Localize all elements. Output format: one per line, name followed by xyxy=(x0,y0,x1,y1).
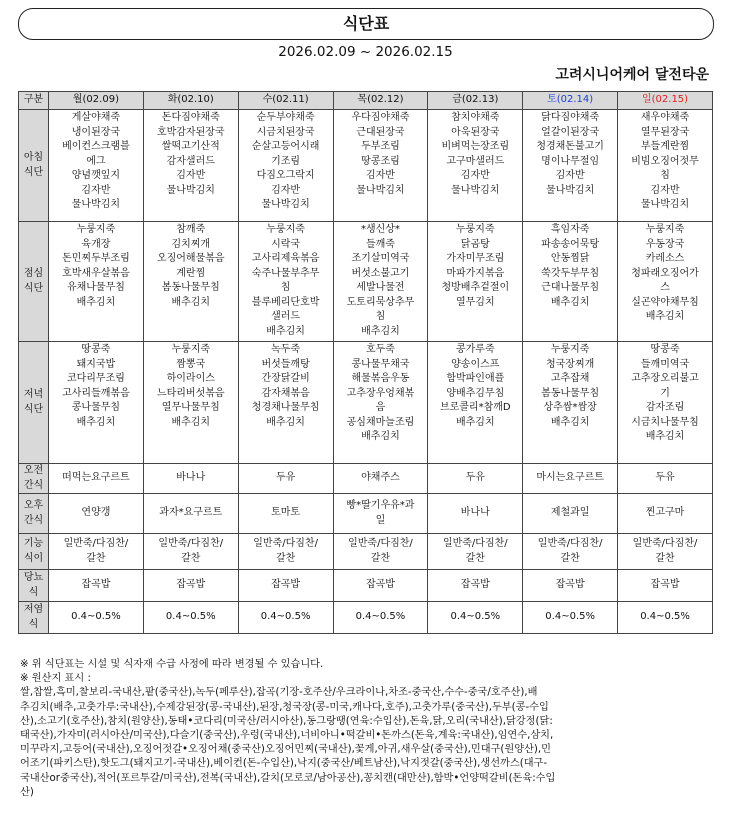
menu-item: 고추잡채 xyxy=(550,373,590,384)
diabetic-diet-row xyxy=(19,570,713,602)
row-header xyxy=(19,110,49,222)
menu-item: 누룽지죽 xyxy=(645,224,685,235)
menu-item: 스 xyxy=(660,282,670,293)
menu-item: 짬뽕국 xyxy=(176,358,206,370)
menu-item: 버섯소불고기 xyxy=(351,267,410,279)
row-header xyxy=(19,342,49,464)
menu-cell xyxy=(428,602,523,634)
menu-cell xyxy=(238,602,333,634)
row-header-line: 오전 xyxy=(23,465,44,476)
menu-item: 샐러드 xyxy=(271,311,301,322)
day-header: 수(02.11) xyxy=(238,92,333,110)
origin-title: ※ 원산지 표시 : xyxy=(20,673,91,685)
menu-item: 물나박김치 xyxy=(451,184,500,196)
menu-cell xyxy=(333,222,428,342)
menu-item: 잡곡밥 xyxy=(176,579,206,591)
menu-cell xyxy=(618,494,713,534)
menu-header-row xyxy=(19,92,713,110)
change-notice: ※ 위 식단표는 시설 및 식자재 수급 사정에 따라 변경될 수 있습니다. xyxy=(20,659,324,670)
menu-cell xyxy=(143,570,238,602)
menu-item: 일반죽/다짐찬/ xyxy=(442,538,508,549)
menu-item: 침 xyxy=(660,170,670,181)
menu-item: 열무된장국 xyxy=(640,126,690,138)
menu-period: 2026.02.09 ~ 2026.02.15 xyxy=(278,44,453,60)
menu-item: 일반죽/다짐찬/ xyxy=(63,538,129,549)
menu-item: 계란찜 xyxy=(176,267,206,279)
menu-cell xyxy=(49,342,144,464)
menu-item: 근대나물무침 xyxy=(541,282,600,293)
day-header: 월(02.09) xyxy=(49,92,144,110)
menu-item: 양념깻잎지 xyxy=(71,170,121,181)
menu-item: 고추장오리불고 xyxy=(631,373,699,384)
menu-item: 갈찬 xyxy=(465,552,485,564)
menu-item: 냉이된장국 xyxy=(71,126,121,138)
menu-item: 상추쌈*쌈장 xyxy=(543,402,597,413)
menu-cell xyxy=(428,110,523,222)
menu-item: 카레소스 xyxy=(645,253,685,264)
menu-cell xyxy=(523,464,618,494)
menu-item: 배추김치 xyxy=(171,416,211,428)
menu-item: 바나나 xyxy=(460,507,490,519)
menu-cell xyxy=(49,494,144,534)
menu-cell xyxy=(143,464,238,494)
am-snack-row xyxy=(19,464,713,494)
menu-item: 오징어해물볶음 xyxy=(156,253,225,264)
row-header xyxy=(19,602,49,634)
menu-item: 두유 xyxy=(465,472,485,484)
menu-item: 닭다짐야채죽 xyxy=(541,112,600,123)
menu-item: 땅콩죽 xyxy=(81,344,111,355)
origin-line: 산) xyxy=(20,786,34,798)
menu-item: 유채나물무침 xyxy=(66,282,125,293)
menu-cell xyxy=(143,602,238,634)
menu-item: 호박감자된장국 xyxy=(156,126,225,138)
menu-item: *생신상* xyxy=(360,224,400,235)
menu-item: 닭곰탕 xyxy=(460,238,490,250)
row-header-line: 저염 xyxy=(23,604,44,615)
menu-item: 배추김치 xyxy=(455,416,495,428)
menu-item: 돈민찌두부조림 xyxy=(62,253,130,264)
day-header-sunday: 일(02.15) xyxy=(618,92,713,110)
menu-item: 호두죽 xyxy=(365,344,395,355)
menu-item: 물나박김치 xyxy=(545,184,595,196)
menu-table xyxy=(18,91,713,634)
menu-item: 감자샐러드 xyxy=(166,155,215,167)
pm-snack-row xyxy=(19,494,713,534)
menu-item: 0.4~0.5% xyxy=(260,611,311,623)
menu-item: 물나박김치 xyxy=(261,199,310,210)
row-header-line: 간식 xyxy=(23,479,44,491)
menu-item: 순살고등어시래 xyxy=(251,141,320,152)
menu-cell xyxy=(428,494,523,534)
menu-item: 김자반 xyxy=(81,184,111,196)
menu-cell xyxy=(523,222,618,342)
menu-item: 두유 xyxy=(655,472,675,484)
menu-item: 음 xyxy=(375,402,386,413)
menu-item: 콩나물무채국 xyxy=(351,358,410,370)
menu-cell xyxy=(49,464,144,494)
row-header-line: 오후 xyxy=(23,500,44,511)
row-header-line: 기능 xyxy=(23,538,44,549)
menu-item: 갈찬 xyxy=(86,552,106,564)
menu-item: 김자반 xyxy=(365,170,395,181)
menu-cell xyxy=(618,534,713,570)
menu-item: 들깨미역국 xyxy=(640,358,690,370)
row-header-line: 식 xyxy=(28,618,39,630)
menu-item: 김자반 xyxy=(650,184,680,196)
menu-cell xyxy=(49,222,144,342)
menu-item: 찐고구마 xyxy=(645,507,685,519)
menu-item: 야채주스 xyxy=(361,472,400,484)
origin-line: 태국산),가자미(러시아산/미국산),다슬기(중국산),우렁(국내산),너비아니•떡갈비•돈까스(돈육,계육:국내산),임연수,삼치, xyxy=(20,730,554,742)
menu-item: 콩나물무침 xyxy=(71,402,121,413)
menu-item: 브로콜리*참깨D xyxy=(439,402,511,413)
row-header xyxy=(19,222,49,342)
menu-item: 부들계란찜 xyxy=(640,141,690,152)
menu-item: 0.4~0.5% xyxy=(165,611,216,623)
menu-item: 물나박김치 xyxy=(166,184,215,196)
menu-cell xyxy=(618,342,713,464)
origin-line: 미꾸라지,고등어(국내산),오징어젓갈•오징어채(중국산)오징어민찌(국내산),꽃게,아귀,새우살(중국산),민대구(원양산),민 xyxy=(20,744,551,756)
row-header-line: 저녁 xyxy=(23,389,44,400)
menu-item: 열무나물무침 xyxy=(161,402,220,413)
menu-item: 시금치된장국 xyxy=(256,126,315,138)
menu-cell xyxy=(143,110,238,222)
menu-item: 갈찬 xyxy=(181,552,201,564)
menu-item: 청경채나물무침 xyxy=(251,402,320,413)
menu-item: 배추김치 xyxy=(361,325,400,337)
menu-item: 들깨죽 xyxy=(365,238,395,250)
menu-item: 봄동나물무침 xyxy=(161,282,220,293)
menu-item: 갈찬 xyxy=(560,552,580,564)
menu-item: 물나박김치 xyxy=(356,184,405,196)
origin-line: 쌀,찹쌀,흑미,찰보리-국내산,팥(중국산),녹두(페루산),잡곡(기장-호주산/우크라이나,차조-중국산,수수-중국/호주산),배 xyxy=(20,687,538,699)
menu-item: 일 xyxy=(375,514,386,526)
menu-cell xyxy=(238,464,333,494)
menu-item: 토마토 xyxy=(271,507,301,519)
menu-item: 일반죽/다짐찬/ xyxy=(348,538,413,549)
menu-item: 과자*요구르트 xyxy=(159,507,223,519)
menu-item: 누룽지죽 xyxy=(266,224,305,235)
menu-cell xyxy=(238,570,333,602)
menu-cell xyxy=(523,570,618,602)
menu-item: 감자채볶음 xyxy=(261,387,310,399)
menu-item: 청파래오징어가 xyxy=(631,267,699,279)
menu-item: 얼갈이된장국 xyxy=(541,126,600,138)
menu-item: 침 xyxy=(375,311,386,322)
menu-cell xyxy=(333,342,428,464)
menu-item: 갈찬 xyxy=(275,552,296,564)
menu-item: 배추김치 xyxy=(645,431,685,442)
menu-item: 마파가지볶음 xyxy=(446,267,505,279)
menu-cell xyxy=(143,494,238,534)
menu-item: 양송이스프 xyxy=(451,358,500,370)
row-header-line: 식단 xyxy=(23,166,44,178)
row-header-line: 식이 xyxy=(23,552,44,564)
menu-item: 땅콩죽 xyxy=(650,344,680,355)
row-header-line: 아침 xyxy=(23,152,44,163)
menu-item: 잡곡밥 xyxy=(555,579,585,591)
menu-item: 고추장우엉채볶 xyxy=(346,387,415,399)
menu-cell xyxy=(238,534,333,570)
menu-item: 배추김치 xyxy=(550,296,590,308)
menu-item: 김자반 xyxy=(555,170,585,181)
menu-item: 청방배추겉절이 xyxy=(441,282,510,293)
menu-cell xyxy=(428,534,523,570)
menu-item: 우다짐야채죽 xyxy=(351,112,410,123)
menu-cell xyxy=(428,342,523,464)
menu-item: 0.4~0.5% xyxy=(71,611,121,623)
menu-item: 잡곡밥 xyxy=(271,579,301,591)
menu-item: 돼지국밥 xyxy=(76,358,116,370)
day-header: 화(02.10) xyxy=(143,92,238,110)
menu-cell xyxy=(49,570,144,602)
low-salt-row xyxy=(19,602,713,634)
menu-cell xyxy=(49,602,144,634)
row-header-line: 식단 xyxy=(23,282,44,294)
day-header: 목(02.12) xyxy=(333,92,428,110)
menu-cell xyxy=(143,342,238,464)
menu-item: 쑥갓두부무침 xyxy=(541,267,600,279)
row-header xyxy=(19,570,49,602)
menu-item: 베이컨스크램블 xyxy=(62,141,130,152)
menu-cell xyxy=(523,534,618,570)
menu-item: 배추김치 xyxy=(266,416,305,428)
menu-item: 배추김치 xyxy=(171,296,211,308)
menu-cell xyxy=(618,110,713,222)
origin-line: 산),소고기(호주산),참치(원양산),동태•코다리(미국산/러시아산),동그랑땡(연육:수입산),돈육,닭,오리(국내산),닭강정(닭: xyxy=(20,715,553,727)
row-header-line: 간식 xyxy=(23,514,44,526)
row-header-line: 당뇨 xyxy=(23,572,44,583)
menu-cell xyxy=(523,110,618,222)
menu-item: 김치찌개 xyxy=(171,238,211,250)
menu-item: 해물볶음우동 xyxy=(351,373,410,384)
menu-item: 하이라이스 xyxy=(166,373,215,384)
origin-line: 어조기(파키스탄),핫도그(돼지고기-국내산),베이컨(돈-수입산),낙지(중국산/베트남산),낙지젓갈(중국산),생선까스(대구- xyxy=(20,758,548,770)
menu-item: 시금치나물무침 xyxy=(631,416,699,428)
menu-item: 쌀떡고기산적 xyxy=(161,141,220,152)
menu-item: 고구마샐러드 xyxy=(446,155,505,167)
menu-cell xyxy=(428,464,523,494)
menu-item: 고사리제육볶음 xyxy=(251,253,320,264)
menu-item: 일반죽/다짐찬/ xyxy=(632,538,698,549)
lunch-row xyxy=(19,222,713,342)
menu-item: 제철과일 xyxy=(550,507,590,519)
menu-item: 일반죽/다짐찬/ xyxy=(537,538,603,549)
origin-list xyxy=(20,686,712,800)
menu-item: 흑임자죽 xyxy=(550,224,590,235)
menu-item: 콩가루죽 xyxy=(455,344,495,355)
row-header-line: 점심 xyxy=(23,268,44,279)
menu-cell xyxy=(333,602,428,634)
menu-cell xyxy=(143,534,238,570)
texture-diet-row xyxy=(19,534,713,570)
menu-item: 누룽지죽 xyxy=(455,224,495,235)
origin-line: 국내산or중국산),적어(포르투갈/미국산),전복(국내산),갈치(모로코/남아공산),꽁치캔(대만산),함박•언양떡갈비(돈육:수입 xyxy=(20,772,556,784)
menu-item: 0.4~0.5% xyxy=(450,611,501,623)
menu-item: 녹두죽 xyxy=(271,344,301,355)
menu-item: 도토리묵상추무 xyxy=(346,296,415,308)
menu-item: 청경채돈불고기 xyxy=(536,141,604,152)
menu-item: 김자반 xyxy=(176,170,206,181)
menu-item: 청국장찌개 xyxy=(545,358,595,370)
menu-item: 연양갱 xyxy=(81,507,111,519)
menu-item: 0.4~0.5% xyxy=(545,611,595,623)
menu-cell xyxy=(333,534,428,570)
menu-item: 봄동나물무침 xyxy=(541,387,600,399)
menu-cell xyxy=(49,110,144,222)
menu-cell xyxy=(618,222,713,342)
menu-item: 열무김치 xyxy=(455,296,495,308)
menu-cell xyxy=(523,494,618,534)
menu-cell xyxy=(428,570,523,602)
menu-item: 가자미무조림 xyxy=(446,253,505,264)
notes-section xyxy=(20,658,712,800)
menu-cell xyxy=(333,464,428,494)
menu-item: 떠먹는요구르트 xyxy=(62,472,130,484)
menu-item: 블루베리단호박 xyxy=(251,296,320,308)
menu-cell xyxy=(143,222,238,342)
menu-cell xyxy=(428,222,523,342)
menu-item: 감자조림 xyxy=(645,402,685,413)
menu-item: 배추김치 xyxy=(76,296,116,308)
menu-cell xyxy=(238,342,333,464)
menu-item: 명이나무절임 xyxy=(541,155,600,167)
menu-item: 침 xyxy=(280,282,291,293)
menu-item: 배추김치 xyxy=(550,416,590,428)
row-header xyxy=(19,534,49,570)
menu-item: 함박파인애플 xyxy=(446,373,505,384)
menu-item: 빵*딸기우유*과 xyxy=(346,500,415,511)
menu-item: 잡곡밥 xyxy=(460,579,490,591)
row-header-line: 식단 xyxy=(23,403,44,415)
menu-item: 안동찜닭 xyxy=(550,253,590,264)
menu-item: 땅콩조림 xyxy=(361,155,400,167)
menu-cell xyxy=(618,464,713,494)
menu-item: 배추김치 xyxy=(361,431,400,442)
menu-item: 누룽지죽 xyxy=(171,344,211,355)
menu-cell xyxy=(238,222,333,342)
menu-item: 파송송어묵탕 xyxy=(541,238,600,250)
dinner-row xyxy=(19,342,713,464)
menu-item: 일반죽/다짐찬/ xyxy=(253,538,318,549)
facility-name: 고려시니어케어 달전타운 xyxy=(555,67,709,83)
menu-item: 숙주나물부추무 xyxy=(251,267,320,279)
menu-item: 양배추김무침 xyxy=(446,387,505,399)
menu-cell xyxy=(333,570,428,602)
menu-item: 참깨죽 xyxy=(176,224,206,235)
menu-item: 참치야채죽 xyxy=(451,112,500,123)
menu-item: 근대된장국 xyxy=(356,126,405,138)
row-header xyxy=(19,494,49,534)
menu-item: 순두부야채죽 xyxy=(256,112,315,123)
menu-item: 에그 xyxy=(86,155,106,167)
menu-item: 고사리들깨볶음 xyxy=(62,387,130,399)
menu-cell xyxy=(618,602,713,634)
menu-item: 기조림 xyxy=(271,155,301,167)
corner-label: 구분 xyxy=(19,92,49,110)
row-header xyxy=(19,464,49,494)
page-title: 식단표 xyxy=(18,8,714,40)
day-header-saturday: 토(02.14) xyxy=(523,92,618,110)
menu-item: 갈찬 xyxy=(370,552,391,564)
menu-item: 누룽지죽 xyxy=(76,224,116,235)
menu-item: 호박새우살볶음 xyxy=(62,267,130,279)
menu-item: 물나박김치 xyxy=(71,199,121,210)
menu-item: 물나박김치 xyxy=(640,199,690,210)
menu-item: 세발나물전 xyxy=(356,282,405,293)
menu-item: 육개장 xyxy=(81,238,111,250)
menu-item: 새우야채죽 xyxy=(640,112,690,123)
menu-item: 기 xyxy=(660,387,670,399)
menu-item: 누룽지죽 xyxy=(550,344,590,355)
menu-item: 실곤약야채무침 xyxy=(631,296,699,308)
menu-item: 우동장국 xyxy=(645,238,685,250)
day-header: 금(02.13) xyxy=(428,92,523,110)
menu-item: 0.4~0.5% xyxy=(355,611,406,623)
menu-item: 비빔오징어젓무 xyxy=(631,155,699,167)
menu-item: 아욱된장국 xyxy=(451,126,500,138)
menu-item: 시락국 xyxy=(271,238,301,250)
menu-item: 공심채마늘조림 xyxy=(346,416,415,428)
menu-cell xyxy=(333,110,428,222)
menu-cell xyxy=(333,494,428,534)
menu-item: 김자반 xyxy=(460,170,490,181)
row-header-line: 식 xyxy=(28,586,39,598)
menu-cell xyxy=(238,110,333,222)
menu-item: 0.4~0.5% xyxy=(640,611,690,623)
menu-cell xyxy=(49,534,144,570)
menu-item: 게살야채죽 xyxy=(71,112,121,123)
menu-item: 배추김치 xyxy=(76,416,116,428)
menu-item: 코다리무조림 xyxy=(66,373,125,384)
breakfast-row xyxy=(19,110,713,222)
menu-cell xyxy=(523,342,618,464)
menu-item: 조기살미역국 xyxy=(351,253,410,264)
menu-item: 다짐오그락지 xyxy=(256,170,315,181)
menu-item: 마시는요구르트 xyxy=(536,472,604,484)
menu-item: 잡곡밥 xyxy=(650,579,680,591)
menu-item: 배추김치 xyxy=(266,325,305,337)
menu-cell xyxy=(523,602,618,634)
menu-item: 간장닭갈비 xyxy=(261,373,310,384)
menu-cell xyxy=(618,570,713,602)
menu-item: 잡곡밥 xyxy=(365,579,395,591)
menu-item: 바나나 xyxy=(176,472,206,484)
menu-item: 비벼먹는장조림 xyxy=(441,141,510,152)
menu-item: 두유 xyxy=(275,472,296,484)
menu-item: 잡곡밥 xyxy=(81,579,111,591)
menu-item: 일반죽/다짐찬/ xyxy=(158,538,224,549)
menu-item: 두부조림 xyxy=(361,141,400,152)
menu-item: 돈다짐야채죽 xyxy=(161,112,220,123)
menu-item: 느타리버섯볶음 xyxy=(156,387,225,399)
menu-item: 배추김치 xyxy=(645,311,685,322)
menu-cell xyxy=(238,494,333,534)
menu-item: 버섯들깨탕 xyxy=(261,358,310,370)
origin-line: 추김치(배추,고춧가루:국내산),수제강된장(콩-국내산),된장,청국장(콩-미국,캐나다,호주),고춧가루(중국산),두부(콩-수입 xyxy=(20,701,549,713)
menu-item: 갈찬 xyxy=(655,552,675,564)
menu-item: 김자반 xyxy=(271,184,301,196)
